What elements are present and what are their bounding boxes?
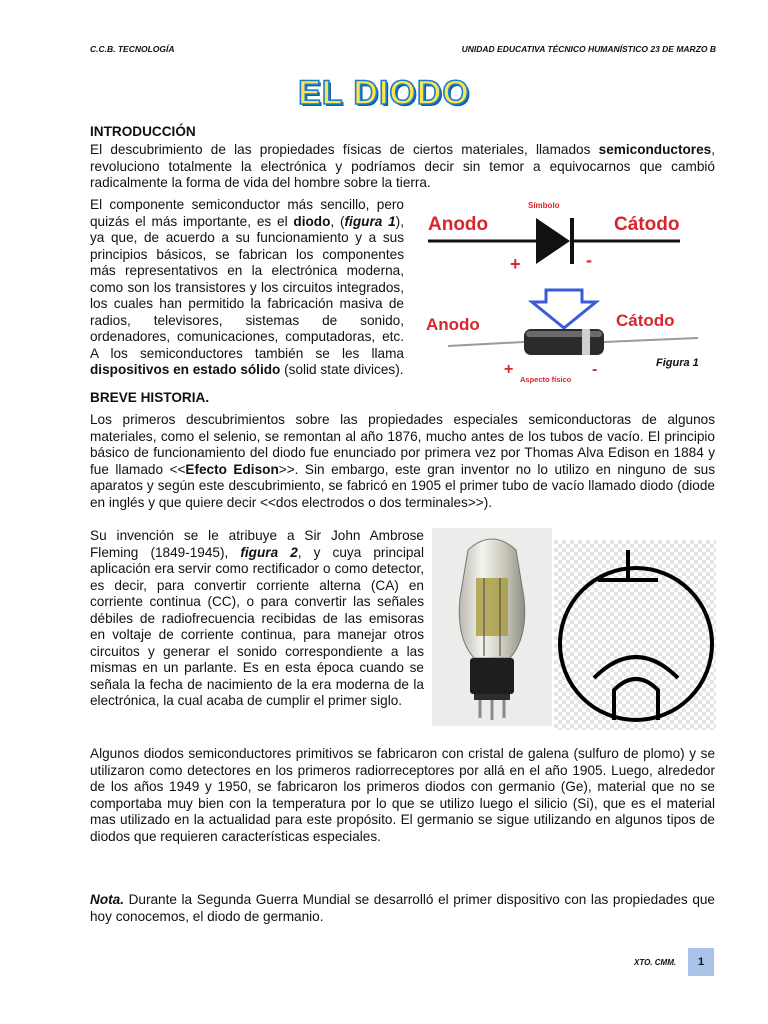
down-arrow-icon bbox=[532, 290, 596, 328]
text-span: Su invención se le atribuye a Sir John Ambrose Fleming (1849-1945), bbox=[90, 528, 424, 560]
minus-sign-2: - bbox=[592, 361, 598, 378]
figure-ref: figura 1 bbox=[344, 213, 396, 229]
symbol-label: Símbolo bbox=[528, 201, 560, 210]
vacuum-diode-schematic bbox=[554, 540, 716, 730]
vacuum-tube-photo bbox=[432, 528, 552, 726]
text-span: >>. Sin embargo, este gran inventor no lo utilizo en ninguno de sus aparatos y según este descubrimiento, se fabricó en 1905 el primer tubo de vacío llamado diodo (diode en inglés y que quiere decir <<dos electrodos o dos terminales>>). bbox=[90, 461, 716, 510]
text-span: , y cuya principal aplicación era servir como rectificador o como detector, es decir, para convertir corriente alterna (CA) en corriente continua (CC), o para convertir las señales débiles de radiofrecuencia recibidas de las emisoras en voltaje de corriente continua, para manejar otros circuitos y generar el sonido correspondiente a las mismas en un parlante. Es en esta época cuando se señala la fecha de nacimiento de la era moderna de la electrónica, la cual acaba de cumplir el primer siglo. bbox=[90, 544, 424, 708]
physical-label: Aspecto físico bbox=[520, 375, 572, 384]
lead-left bbox=[448, 342, 524, 346]
tube-base bbox=[470, 658, 514, 694]
figure-1-caption: Figura 1 bbox=[656, 357, 699, 369]
page-number: 1 bbox=[688, 948, 714, 976]
text-span: El descubrimiento de las propiedades físicas de ciertos materiales, llamados bbox=[90, 142, 599, 157]
intro-paragraph-2 bbox=[90, 197, 404, 379]
text-span: Los primeros descubrimientos sobre las propiedades especiales semiconductoras de algunos materiales, como el selenio, se remontan al año 1876, mucho antes de los tubos de vacío. El principio básico de funcionamiento del diodo fue enunciado por primera vez por Thomas Alva Edison en 1884 y fue llamado << bbox=[90, 412, 715, 477]
vacuum-diode-symbol bbox=[554, 540, 716, 730]
anode-label-2: Anodo bbox=[426, 315, 480, 334]
bold-term: diodo bbox=[293, 213, 331, 229]
minus-sign: - bbox=[586, 250, 592, 270]
diode-triangle bbox=[536, 218, 570, 264]
lead-right bbox=[604, 338, 698, 342]
text-span: , revoluciono totalmente la electrónica y podríamos decir sin temor a equivocarnos que cambió radicalmente la forma de vida del hombre sobre la tierra. bbox=[90, 142, 715, 190]
text-span: , ( bbox=[330, 213, 345, 229]
text-span: Durante la Segunda Guerra Mundial se desarrolló el primer dispositivo con las propiedades que hoy conocemos, el diodo de germanio. bbox=[90, 892, 715, 924]
cathode-label: Cátodo bbox=[614, 214, 680, 235]
diode-diagram bbox=[420, 196, 716, 388]
plus-sign-2: + bbox=[504, 361, 514, 378]
vacuum-tube-illustration bbox=[432, 528, 552, 726]
cathode-label-2: Cátodo bbox=[616, 311, 675, 330]
history-paragraph-1 bbox=[90, 412, 715, 511]
figure-ref: figura 2 bbox=[240, 544, 298, 560]
history-paragraph-3: Algunos diodos semiconductores primitivos se fabricaron con cristal de galena (sulfuro de plomo) y se utilizaron como detectores en los primeros radiorreceptores por allá en el año 1905. Luego, alrededor de los años 1949 y 1950, se fabricaron los primeros diodos con germanio (Ge), material que no se comportaba muy bien con la temperatura por lo que se utilizo luego el silicio (Si), que es el material mas utilizado en la actualidad para este propósito. El germanio se sigue utilizando en algunos tipos de diodos que requieren características especiales. bbox=[90, 746, 715, 844]
plus-sign: + bbox=[510, 254, 521, 274]
tube-base-rim bbox=[474, 694, 510, 700]
page-title: EL DIODO bbox=[298, 74, 470, 112]
text-span: El componente semiconductor más sencillo, pero quizás el más importante, es el bbox=[90, 197, 404, 229]
intro-heading: INTRODUCCIÓN bbox=[90, 124, 196, 139]
bold-term: Efecto Edison bbox=[185, 461, 279, 477]
note-label: Nota. bbox=[90, 892, 124, 907]
text-span: (solid state divices). bbox=[280, 362, 404, 377]
text-span: ), ya que, de acuerdo a su funcionamiento y a sus principios básicos, se fabrican los componentes más representativos en la electrónica moderna, como son los transistores y los circuitos integrados, los cuales han permitido la fabricación masiva de radios, televisores, sistemas de sonido, ordenadores, comunicaciones, computadoras, etc. A los semiconductores también se les llama bbox=[90, 213, 404, 361]
diode-highlight bbox=[526, 331, 602, 337]
bold-term: dispositivos en estado sólido bbox=[90, 362, 281, 377]
history-paragraph-2 bbox=[90, 528, 424, 710]
history-heading: BREVE HISTORIA. bbox=[90, 390, 210, 405]
tube-plate bbox=[476, 578, 508, 636]
anode-label: Anodo bbox=[428, 214, 489, 235]
header-right: UNIDAD EDUCATIVA TÉCNICO HUMANÍSTICO 23 DE MARZO B bbox=[461, 44, 716, 54]
cathode-band bbox=[582, 329, 590, 355]
figure-1 bbox=[420, 196, 716, 388]
header-left: C.C.B. TECNOLOGÍA bbox=[90, 44, 175, 54]
note-paragraph bbox=[90, 892, 715, 925]
intro-paragraph-1 bbox=[90, 142, 715, 192]
bold-term: semiconductores bbox=[598, 142, 712, 157]
footer-text: XTO. CMM. bbox=[634, 958, 677, 967]
